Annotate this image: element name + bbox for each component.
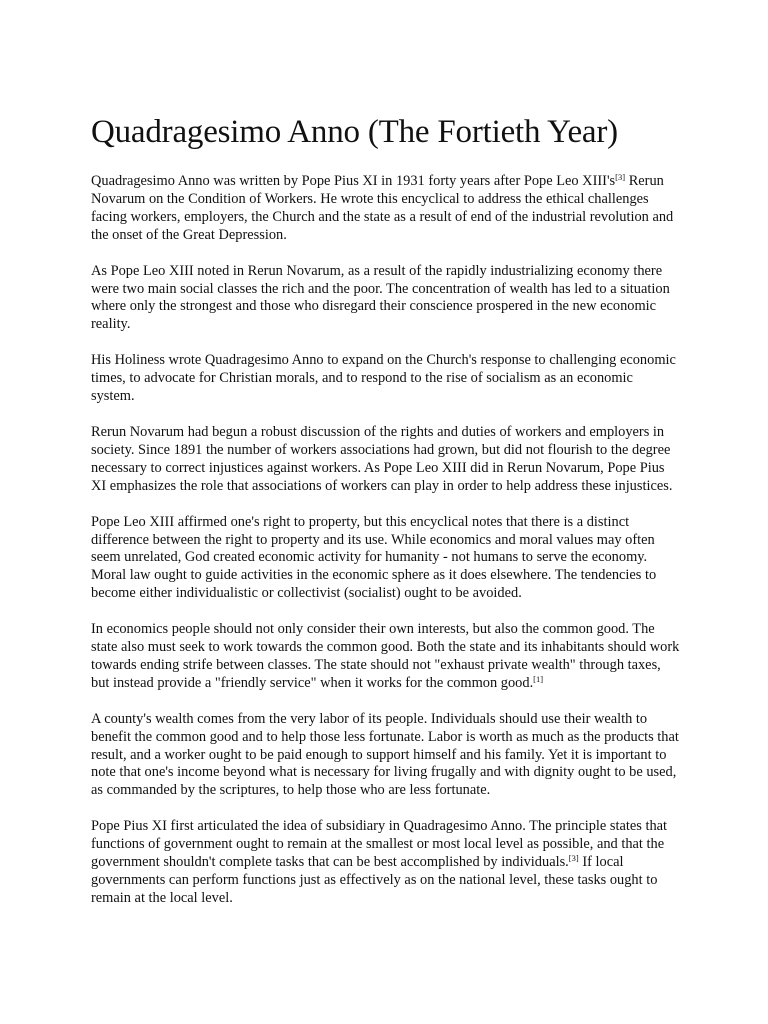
paragraph-6-text: In economics people should not only consider their own interests, but also the common good. The state also must seek to work towards the common good. Both the state and its inhabitants should work towards ending strife between classes. The state should not "exhaust private wealth" through taxes, but instead provide a "friendly service" when it works for the common good. — [91, 621, 680, 691]
paragraph-6 — [91, 621, 680, 693]
paragraph-8-text: Pope Pius XI first articulated the idea of subsidiary in Quadragesimo Anno. The principle states that functions of government ought to remain at the smallest or most local level as possible, and that the government shouldn't complete tasks that can be best accomplished by individuals. — [91, 818, 668, 871]
footnote-ref-3[interactable]: [3] — [615, 172, 626, 182]
paragraph-1 — [91, 173, 680, 245]
paragraph-1-text: Quadragesimo Anno was written by Pope Pius XI in 1931 forty years after Pope Leo XIII's — [91, 173, 616, 189]
paragraph-1-text-cont: Rerun Novarum on the Condition of Workers. He wrote this encyclical to address the ethical challenges facing workers, employers, the Church and the state as a result of end of the industrial revolution and the onset of the Great Depression. — [91, 173, 674, 243]
paragraph-8 — [91, 818, 680, 908]
paragraph-8-text-cont: If local governments can perform functions just as effectively as on the national level, these tasks ought to remain at the local level. — [91, 854, 658, 906]
paragraph-4: Rerun Novarum had begun a robust discussion of the rights and duties of workers and employers in society. Since 1891 the number of workers associations had grown, but did not flourish to the degree necessary to correct injustices against workers. As Pope Leo XIII did in Rerun Novarum, Pope Pius XI emphasizes the role that associations of workers can play in order to help address these injustices. — [91, 423, 673, 494]
document-title: Quadragesimo Anno (The Fortieth Year) — [91, 114, 618, 150]
paragraph-7: A county's wealth comes from the very labor of its people. Individuals should use their wealth to benefit the common good and to help those less fortunate. Labor is worth as much as the products that result, and a worker ought to be paid enough to support himself and his family. Yet it is important to note that one's income beyond what is necessary for living frugally and with dignity ought to be used, as commanded by the scriptures, to help those who are less fortunate. — [91, 710, 679, 799]
footnote-ref-1[interactable]: [1] — [533, 673, 544, 684]
footnote-ref-3b[interactable]: [3] — [568, 853, 579, 864]
paragraph-2: As Pope Leo XIII noted in Rerun Novarum, as a result of the rapidly industrializing economy there were two main social classes the rich and the poor. The concentration of wealth has led to a situation where only the strongest and those who disregard their conscience prospered in the new economic reality. — [91, 262, 670, 333]
paragraph-5: Pope Leo XIII affirmed one's right to property, but this encyclical notes that there is a distinct difference between the right to property and its use. While economics and moral values may often seem unrelated, God created economic activity for humanity - not humans to serve the economy. Moral law ought to guide activities in the economic sphere as it does elsewhere. The tendencies to become either individualistic or collectivist (socialist) ought to be avoided. — [91, 513, 657, 602]
paragraph-3: His Holiness wrote Quadragesimo Anno to expand on the Church's response to challenging economic times, to advocate for Christian morals, and to respond to the rise of socialism as an economic system. — [91, 352, 676, 405]
